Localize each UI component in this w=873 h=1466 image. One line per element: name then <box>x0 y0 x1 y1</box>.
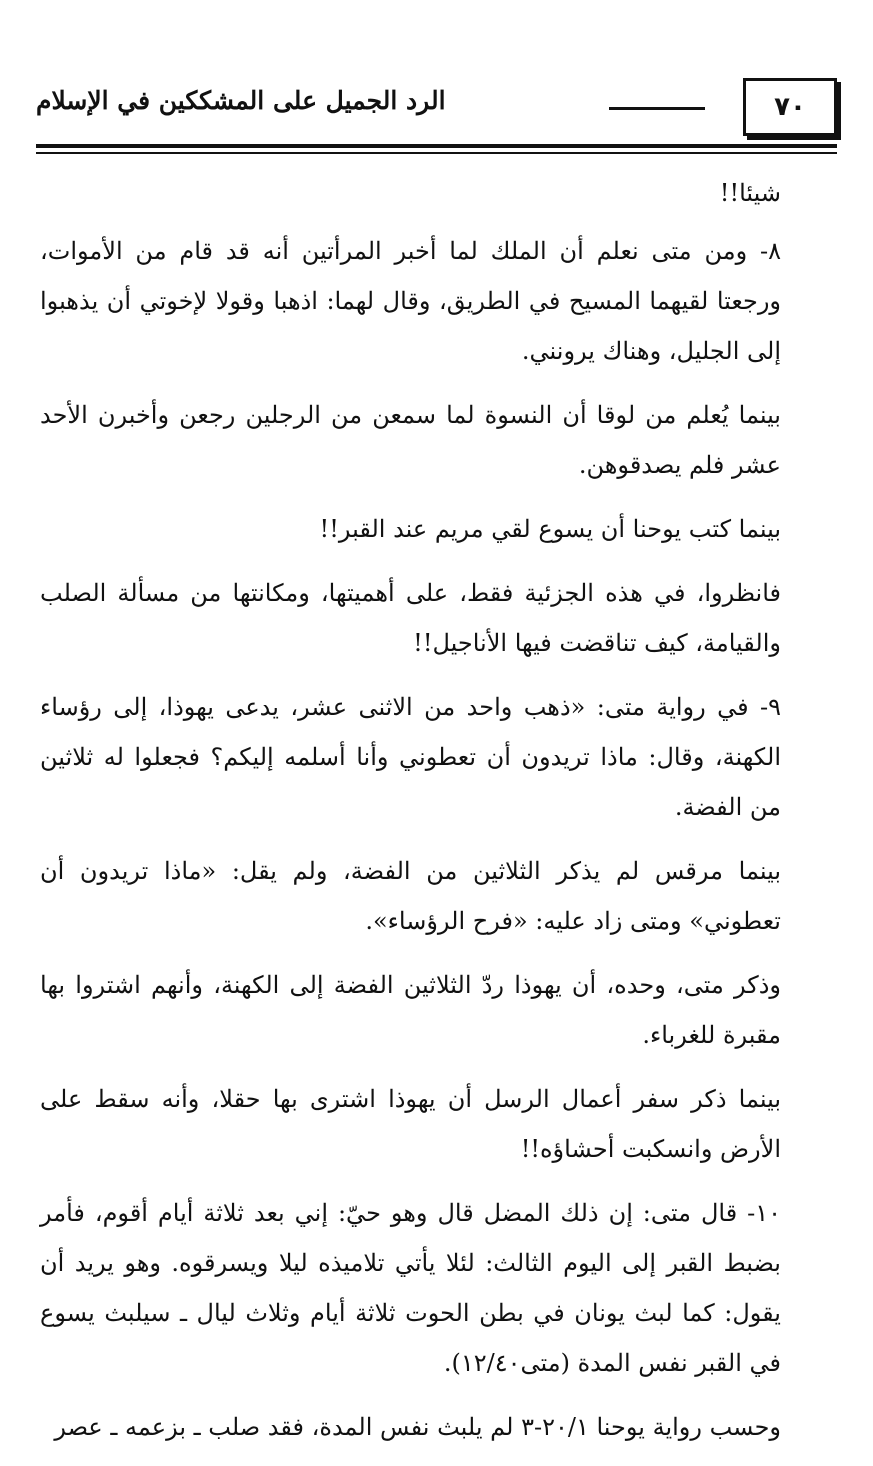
header-dash-divider <box>609 107 705 110</box>
paragraph: فانظروا، في هذه الجزئية فقط، على أهميتها، ومكانتها من مسألة الصلب والقيامة، كيف تناقضت فيها الأناجيل!! <box>40 579 781 657</box>
paragraph: ١٠- قال متى: إن ذلك المضل قال وهو حيّ: إني بعد ثلاثة أيام أقوم، فأمر بضبط القبر إلى اليوم الثالث: لئلا يأتي تلاميذه ليلا ويسرقوه. وهو يريد أن يقول: كما لبث يونان في بطن الحوت ثلاثة أيام وثلاث ليال ـ سيلبث يسوع في القبر نفس المدة (متى١٢/٤٠). <box>40 1199 781 1377</box>
paragraph: بينما مرقس لم يذكر الثلاثين من الفضة، ولم يقل: «ماذا تريدون أن تعطوني» ومتى زاد عليه: «فرح الرؤساء». <box>40 857 781 935</box>
running-title: الرد الجميل على المشككين في الإسلام <box>36 86 446 115</box>
paragraph: ٩- في رواية متى: «ذهب واحد من الاثنى عشر، يدعى يهوذا، إلى رؤساء الكهنة، وقال: ماذا تريدون أن تعطوني وأنا أسلمه إليكم؟ فجعلوا له ثلاثين من الفضة. <box>40 693 781 821</box>
paragraph: ٨- ومن متى نعلم أن الملك لما أخبر المرأتين أنه قد قام من الأموات، ورجعتا لقيهما المسيح في الطريق، وقال لهما: اذهبا وقولا لإخوتي أن يذهبوا إلى الجليل، وهناك يرونني. <box>40 237 782 365</box>
paragraph: بينما ذكر سفر أعمال الرسل أن يهوذا اشترى بها حقلا، وأنه سقط على الأرض وانسكبت أحشاؤه!! <box>40 1085 781 1163</box>
paragraph: وحسب رواية يوحنا ٢٠/١-٣ لم يلبث نفس المدة، فقد صلب ـ بزعمه ـ عصر <box>54 1413 781 1441</box>
page-number: ٧٠ <box>743 78 837 136</box>
paragraph: شيئا!! <box>719 179 781 207</box>
header-rule-thin <box>36 152 837 154</box>
running-header <box>36 78 837 136</box>
paragraph: بينما يُعلم من لوقا أن النسوة لما سمعن من الرجلين رجعن وأخبرن الأحد عشر فلم يصدقوهن. <box>40 401 781 479</box>
page-body <box>40 168 781 1466</box>
paragraph: بينما كتب يوحنا أن يسوع لقي مريم عند القبر!! <box>319 515 781 543</box>
header-rule-thick <box>36 144 837 148</box>
paragraph: وذكر متى، وحده، أن يهوذا ردّ الثلاثين الفضة إلى الكهنة، وأنهم اشتروا بها مقبرة للغرباء. <box>40 971 781 1049</box>
